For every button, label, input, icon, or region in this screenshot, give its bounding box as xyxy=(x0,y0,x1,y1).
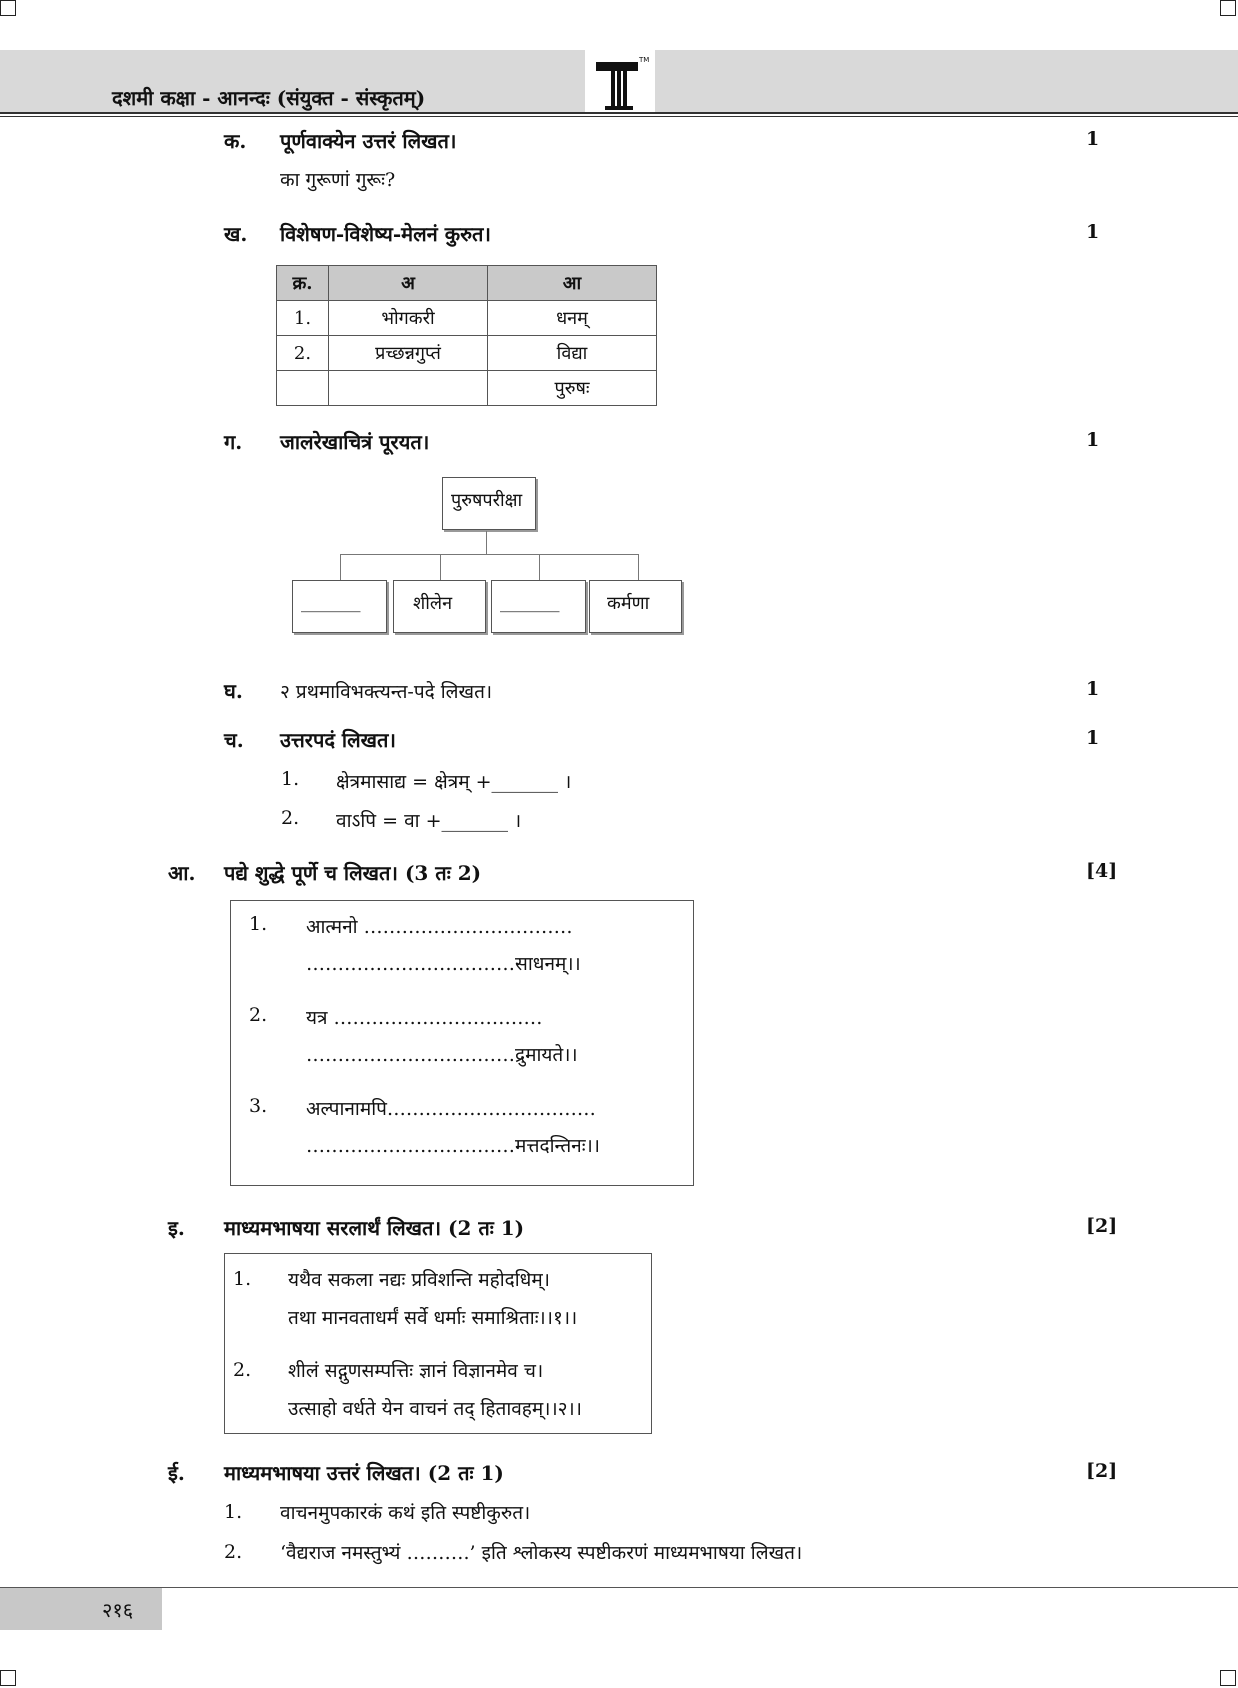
list-item-number: 1. xyxy=(233,1268,252,1290)
table-cell: भोगकरी xyxy=(329,301,488,336)
match-table xyxy=(276,265,657,406)
question-ka-label: क. xyxy=(224,129,247,153)
question-gha-label: घ. xyxy=(224,679,243,703)
diagram-connector xyxy=(539,554,540,580)
table-header-row xyxy=(277,266,657,301)
verse-line: ……………………………द्रुमायते।। xyxy=(306,1044,578,1066)
verse-line: तथा मानवताधर्मं सर्वे धर्माः समाश्रिताः।।१।। xyxy=(288,1307,578,1329)
verse-line: आत्मनो …………………………… xyxy=(306,916,573,938)
diagram-connector xyxy=(486,531,487,554)
table-header-cell: अ xyxy=(329,266,488,301)
page-number: २१६ xyxy=(102,1598,134,1622)
section-aa-marks: [4] xyxy=(1086,860,1118,882)
table-header-cell: क्र. xyxy=(277,266,329,301)
section-ii-question: माध्यमभाषया उत्तरं लिखत। (2 तः 1) xyxy=(224,1461,504,1485)
crop-mark-bottom-right xyxy=(1220,1670,1236,1686)
verse-line: ……………………………साधनम्।। xyxy=(306,953,581,975)
table-cell: प्रच्छन्नगुप्तं xyxy=(329,336,488,371)
table-cell: 1. xyxy=(277,301,329,336)
question-ga-label: ग. xyxy=(224,430,243,454)
diagram-leaf-box xyxy=(589,580,682,633)
list-item-number: 2. xyxy=(281,807,300,829)
list-item-number: 1. xyxy=(224,1501,243,1523)
section-ii-marks: [2] xyxy=(1086,1460,1118,1482)
diagram-leaf-blank: _______ xyxy=(301,593,361,613)
table-cell xyxy=(277,371,329,406)
table-header-cell: आ xyxy=(488,266,657,301)
pillar-t-logo-icon xyxy=(585,50,655,112)
diagram-root-text: पुरुषपरीक्षा xyxy=(451,490,523,511)
table-cell xyxy=(329,371,488,406)
section-i-question: माध्यमभाषया सरलार्थं लिखत। (2 तः 1) xyxy=(224,1216,525,1240)
section-aa-label: आ. xyxy=(168,861,196,885)
header-rule-thin xyxy=(0,116,1238,117)
verse-line: अल्पानामपि…………………………… xyxy=(306,1098,596,1120)
crop-mark-top-left xyxy=(0,0,16,16)
question-ka-text: पूर्णवाक्येन उत्तरं लिखत। xyxy=(280,129,457,153)
list-item: वाऽपि = वा +_______ । xyxy=(336,810,522,832)
table-cell: विद्या xyxy=(488,336,657,371)
list-item-number: 2. xyxy=(233,1359,252,1381)
list-item-number: 2. xyxy=(249,1004,268,1026)
question-ga-marks: 1 xyxy=(1086,429,1100,451)
table-cell: धनम् xyxy=(488,301,657,336)
diagram-leaf-box xyxy=(491,580,586,633)
verse-line: ……………………………मत्तदन्तिनः।। xyxy=(306,1135,600,1157)
footer-rule xyxy=(0,1587,1238,1588)
question-cha-text: उत्तरपदं लिखत। xyxy=(280,728,396,752)
verse-line: यत्र …………………………… xyxy=(306,1007,543,1029)
diagram-leaf-box xyxy=(393,580,486,633)
header-rule-thick xyxy=(0,112,1238,114)
verse-line: उत्साहो वर्धते येन वाचनं तद् हितावहम्।।२।। xyxy=(288,1398,582,1420)
diagram-leaf-text: कर्मणा xyxy=(607,593,650,614)
logo-container xyxy=(585,50,655,112)
table-cell: 2. xyxy=(277,336,329,371)
question-cha-label: च. xyxy=(224,728,244,752)
header-title: दशमी कक्षा - आनन्दः (संयुक्त - संस्कृतम्) xyxy=(112,86,426,110)
question-kha-label: ख. xyxy=(224,222,248,246)
question-kha-text: विशेषण-विशेष्य-मेलनं कुरुत। xyxy=(280,222,492,246)
diagram-leaf-blank: _______ xyxy=(500,593,560,613)
list-item: ‘वैद्यराज नमस्तुभ्यं ……….’ इति श्लोकस्य स्पष्टीकरणं माध्यमभाषया लिखत। xyxy=(280,1542,803,1564)
question-ka-body: का गुरूणां गुरूः? xyxy=(280,169,396,191)
diagram-leaf-box xyxy=(292,580,387,633)
question-ga-text: जालरेखाचित्रं पूरयत। xyxy=(280,430,430,454)
question-cha-marks: 1 xyxy=(1086,727,1100,749)
table-row xyxy=(277,301,657,336)
section-aa-question: पद्ये शुद्धे पूर्णे च लिखत। (3 तः 2) xyxy=(224,861,482,885)
table-row xyxy=(277,371,657,406)
list-item-number: 2. xyxy=(224,1541,243,1563)
list-item-number: 1. xyxy=(249,913,268,935)
diagram-connector xyxy=(440,554,441,580)
footer-band xyxy=(0,1588,162,1630)
diagram-connector xyxy=(638,554,639,580)
question-gha-marks: 1 xyxy=(1086,678,1100,700)
table-cell: पुरुषः xyxy=(488,371,657,406)
crop-mark-bottom-left xyxy=(0,1670,16,1686)
section-i-label: इ. xyxy=(168,1216,185,1240)
list-item-number: 1. xyxy=(281,768,300,790)
verse-line: शीलं सद्गुणसम्पत्तिः ज्ञानं विज्ञानमेव च। xyxy=(288,1360,544,1382)
verse-line: यथैव सकला नद्यः प्रविशन्ति महोदधिम्। xyxy=(288,1269,550,1291)
trademark-text: TM xyxy=(639,56,650,64)
question-gha-text: २ प्रथमाविभक्त्यन्त-पदे लिखत। xyxy=(280,681,493,703)
diagram-root-box xyxy=(442,477,536,530)
question-ka-marks: 1 xyxy=(1086,128,1100,150)
crop-mark-top-right xyxy=(1220,0,1236,16)
list-item-number: 3. xyxy=(249,1095,268,1117)
table-row xyxy=(277,336,657,371)
diagram-connector xyxy=(340,554,341,580)
diagram-connector xyxy=(340,554,638,555)
section-i-marks: [2] xyxy=(1086,1215,1118,1237)
list-item: वाचनमुपकारकं कथं इति स्पष्टीकुरुत। xyxy=(280,1502,531,1524)
diagram-leaf-text: शीलेन xyxy=(413,593,453,614)
list-item: क्षेत्रमासाद्य = क्षेत्रम् +_______ । xyxy=(336,771,572,793)
question-kha-marks: 1 xyxy=(1086,221,1100,243)
section-ii-label: ई. xyxy=(168,1461,185,1485)
